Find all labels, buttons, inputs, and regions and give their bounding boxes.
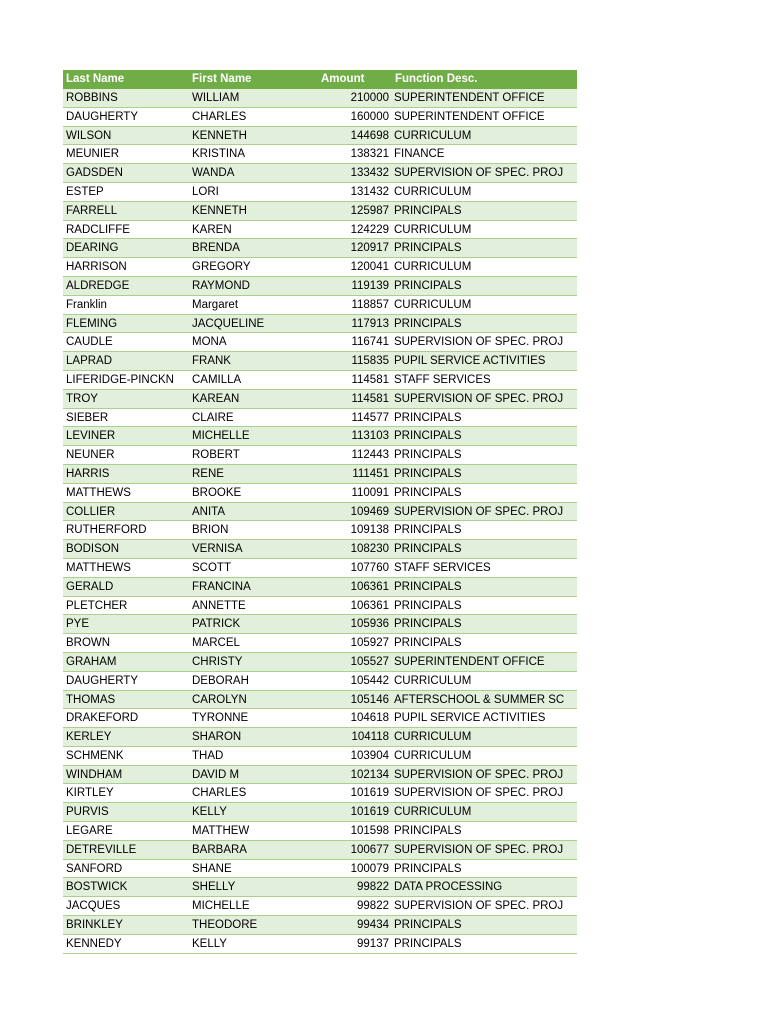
cell-amount: 99137 — [357, 937, 389, 950]
cell-last-name: TROY — [66, 392, 98, 405]
cell-amount: 115835 — [351, 355, 389, 368]
cell-function-desc: PRINCIPALS — [394, 543, 462, 556]
cell-amount: 120917 — [350, 242, 389, 255]
table-row — [63, 145, 577, 164]
cell-last-name: HARRISON — [66, 261, 127, 274]
cell-amount: 131432 — [350, 185, 389, 198]
cell-first-name: CHARLES — [192, 787, 247, 800]
cell-first-name: DAVID M — [192, 768, 240, 781]
cell-first-name: MICHELLE — [192, 900, 250, 913]
cell-first-name: KELLY — [192, 937, 227, 950]
cell-function-desc: PRINCIPALS — [394, 317, 462, 330]
cell-last-name: BRINKLEY — [66, 919, 123, 932]
cell-function-desc: STAFF SERVICES — [394, 561, 491, 574]
cell-last-name: SIEBER — [66, 411, 109, 424]
cell-first-name: GREGORY — [192, 261, 251, 274]
cell-function-desc: SUPERINTENDENT OFFICE — [394, 92, 545, 104]
table-row — [63, 672, 577, 691]
cell-amount: 105936 — [350, 618, 389, 631]
cell-amount: 160000 — [350, 110, 389, 123]
table-row — [63, 202, 577, 221]
cell-function-desc: PUPIL SERVICE ACTIVITIES — [394, 355, 546, 368]
cell-function-desc: PRINCIPALS — [394, 486, 462, 499]
cell-first-name: ANITA — [192, 505, 226, 518]
table-row — [63, 521, 577, 540]
cell-function-desc: PRINCIPALS — [394, 449, 462, 462]
cell-first-name: CHARLES — [192, 110, 247, 123]
cell-first-name: KENNETH — [192, 129, 247, 142]
table-row — [63, 803, 577, 822]
cell-function-desc: SUPERVISION OF SPEC. PROJ — [394, 768, 564, 781]
cell-last-name: GADSDEN — [66, 167, 123, 180]
table-row — [63, 897, 577, 916]
table-row — [63, 766, 577, 785]
cell-first-name: LORI — [192, 185, 219, 198]
cell-amount: 120041 — [350, 261, 389, 274]
cell-first-name: RAYMOND — [192, 279, 250, 292]
cell-function-desc: CURRICULUM — [394, 223, 472, 236]
cell-function-desc: SUPERVISION OF SPEC. PROJ — [394, 167, 564, 180]
cell-last-name: THOMAS — [66, 693, 116, 706]
cell-last-name: LEGARE — [66, 825, 113, 838]
cell-first-name: CAMILLA — [192, 373, 242, 386]
cell-first-name: SHARON — [192, 731, 242, 744]
cell-amount: 104118 — [351, 731, 389, 744]
table-row — [63, 878, 577, 897]
table-row — [63, 784, 577, 803]
cell-first-name: MONA — [192, 336, 227, 349]
cell-amount: 138321 — [350, 148, 389, 161]
table-row — [63, 108, 577, 127]
cell-last-name: GRAHAM — [66, 655, 117, 668]
table-row — [63, 296, 577, 315]
cell-amount: 117913 — [351, 317, 389, 330]
cell-function-desc: PRINCIPALS — [394, 862, 462, 875]
cell-first-name: KENNETH — [192, 204, 247, 217]
header-last-name: Last Name — [66, 73, 125, 85]
table-header-row — [63, 70, 577, 89]
cell-last-name: FLEMING — [66, 317, 118, 330]
table-row — [63, 446, 577, 465]
cell-first-name: THAD — [192, 749, 224, 762]
cell-last-name: DAUGHERTY — [66, 110, 138, 123]
cell-amount: 105442 — [350, 674, 389, 687]
cell-last-name: FARRELL — [66, 204, 118, 217]
cell-first-name: MARCEL — [192, 637, 240, 650]
cell-first-name: KELLY — [192, 806, 227, 819]
cell-function-desc: PRINCIPALS — [394, 430, 462, 443]
cell-last-name: BODISON — [66, 543, 120, 556]
cell-last-name: HARRIS — [66, 467, 110, 480]
cell-amount: 100079 — [350, 862, 389, 875]
cell-last-name: COLLIER — [66, 505, 116, 518]
cell-function-desc: DATA PROCESSING — [394, 881, 503, 894]
cell-last-name: ALDREDGE — [66, 279, 130, 292]
cell-function-desc: SUPERINTENDENT OFFICE — [394, 655, 545, 668]
cell-amount: 101619 — [350, 787, 389, 800]
cell-first-name: TYRONNE — [192, 712, 249, 725]
cell-first-name: VERNISA — [192, 543, 243, 556]
cell-function-desc: SUPERINTENDENT OFFICE — [394, 110, 545, 123]
cell-first-name: JACQUELINE — [192, 317, 265, 330]
cell-last-name: CAUDLE — [66, 336, 113, 349]
salary-table — [63, 70, 577, 954]
cell-amount: 111451 — [352, 467, 389, 480]
table-row — [63, 127, 577, 146]
cell-first-name: ANNETTE — [192, 599, 246, 612]
cell-first-name: SHELLY — [192, 881, 236, 894]
table-row — [63, 841, 577, 860]
cell-last-name: SANFORD — [66, 862, 123, 875]
cell-last-name: DETREVILLE — [66, 843, 137, 856]
cell-amount: 109138 — [350, 524, 389, 537]
table-row — [63, 822, 577, 841]
cell-function-desc: SUPERVISION OF SPEC. PROJ — [394, 505, 564, 518]
cell-function-desc: PRINCIPALS — [394, 204, 462, 217]
table-row — [63, 634, 577, 653]
cell-amount: 109469 — [350, 505, 389, 518]
cell-last-name: RADCLIFFE — [66, 223, 130, 236]
cell-function-desc: CURRICULUM — [394, 674, 472, 687]
table-row — [63, 484, 577, 503]
cell-amount: 106361 — [350, 599, 389, 612]
cell-first-name: SCOTT — [192, 561, 231, 574]
cell-last-name: WINDHAM — [66, 768, 123, 781]
cell-function-desc: PRINCIPALS — [394, 242, 462, 255]
cell-amount: 210000 — [350, 92, 389, 104]
table-row — [63, 221, 577, 240]
cell-amount: 103904 — [350, 749, 389, 762]
cell-last-name: LEVINER — [66, 430, 116, 443]
table-row — [63, 691, 577, 710]
cell-last-name: PURVIS — [66, 806, 109, 819]
cell-last-name: MEUNIER — [66, 148, 120, 161]
table-row — [63, 653, 577, 672]
cell-first-name: BROOKE — [192, 486, 242, 499]
cell-function-desc: SUPERVISION OF SPEC. PROJ — [394, 900, 564, 913]
cell-function-desc: PRINCIPALS — [394, 580, 462, 593]
cell-function-desc: PUPIL SERVICE ACTIVITIES — [394, 712, 546, 725]
cell-function-desc: SUPERVISION OF SPEC. PROJ — [394, 843, 564, 856]
cell-last-name: PYE — [66, 618, 90, 631]
cell-amount: 107760 — [350, 561, 389, 574]
cell-function-desc: PRINCIPALS — [394, 919, 462, 932]
cell-function-desc: SUPERVISION OF SPEC. PROJ — [394, 336, 564, 349]
cell-last-name: RUTHERFORD — [66, 524, 147, 537]
cell-first-name: RENE — [192, 467, 224, 480]
cell-last-name: DAUGHERTY — [66, 674, 138, 687]
cell-function-desc: PRINCIPALS — [394, 937, 462, 950]
cell-function-desc: PRINCIPALS — [394, 467, 462, 480]
cell-first-name: MICHELLE — [192, 430, 250, 443]
cell-function-desc: FINANCE — [394, 148, 445, 161]
table-row — [63, 89, 577, 108]
table-row — [63, 597, 577, 616]
cell-amount: 114581 — [351, 373, 389, 386]
cell-amount: 110091 — [351, 486, 389, 499]
table-row — [63, 333, 577, 352]
table-row — [63, 709, 577, 728]
cell-last-name: KENNEDY — [66, 937, 122, 950]
cell-function-desc: CURRICULUM — [394, 261, 472, 274]
cell-last-name: ESTEP — [66, 185, 104, 198]
cell-function-desc: SUPERVISION OF SPEC. PROJ — [394, 787, 564, 800]
cell-amount: 116741 — [351, 336, 389, 349]
table-row — [63, 258, 577, 277]
cell-last-name: SCHMENK — [66, 749, 124, 762]
cell-last-name: GERALD — [66, 580, 114, 593]
cell-last-name: WILSON — [66, 129, 112, 142]
table-row — [63, 315, 577, 334]
cell-function-desc: PRINCIPALS — [394, 599, 462, 612]
table-row — [63, 239, 577, 258]
cell-first-name: ROBERT — [192, 449, 240, 462]
cell-function-desc: CURRICULUM — [394, 806, 472, 819]
cell-first-name: FRANCINA — [192, 580, 251, 593]
table-row — [63, 728, 577, 747]
cell-function-desc: CURRICULUM — [394, 129, 472, 142]
cell-function-desc: CURRICULUM — [394, 749, 472, 762]
cell-last-name: NEUNER — [66, 449, 115, 462]
header-amount: Amount — [321, 73, 365, 85]
cell-amount: 112443 — [351, 449, 389, 462]
cell-first-name: THEODORE — [192, 919, 258, 932]
table-row — [63, 578, 577, 597]
cell-amount: 133432 — [350, 167, 389, 180]
cell-amount: 106361 — [350, 580, 389, 593]
cell-amount: 119139 — [351, 279, 389, 292]
cell-function-desc: CURRICULUM — [394, 731, 472, 744]
cell-last-name: DRAKEFORD — [66, 712, 139, 725]
cell-amount: 104618 — [350, 712, 389, 725]
cell-first-name: CHRISTY — [192, 655, 243, 668]
table-row — [63, 860, 577, 879]
cell-first-name: WANDA — [192, 167, 235, 180]
table-row — [63, 559, 577, 578]
table-row — [63, 747, 577, 766]
cell-last-name: KIRTLEY — [66, 787, 114, 800]
cell-first-name: BRION — [192, 524, 229, 537]
cell-amount: 108230 — [350, 543, 389, 556]
cell-first-name: CLAIRE — [192, 411, 234, 424]
cell-first-name: FRANK — [192, 355, 231, 368]
cell-last-name: JACQUES — [66, 900, 121, 913]
cell-amount: 105527 — [350, 655, 389, 668]
cell-amount: 101619 — [350, 806, 389, 819]
table-row — [63, 615, 577, 634]
header-first-name: First Name — [192, 73, 252, 85]
cell-last-name: ROBBINS — [66, 92, 118, 104]
table-row — [63, 465, 577, 484]
cell-amount: 105146 — [350, 693, 389, 706]
cell-amount: 99822 — [357, 881, 389, 894]
cell-last-name: BOSTWICK — [66, 881, 128, 894]
cell-last-name: MATTHEWS — [66, 561, 131, 574]
cell-last-name: LAPRAD — [66, 355, 113, 368]
cell-amount: 118857 — [351, 298, 389, 311]
cell-amount: 125987 — [350, 204, 389, 217]
cell-first-name: KAREN — [192, 223, 232, 236]
table-row — [63, 503, 577, 522]
cell-amount: 102134 — [350, 768, 389, 781]
table-row — [63, 540, 577, 559]
table-row — [63, 427, 577, 446]
cell-function-desc: PRINCIPALS — [394, 618, 462, 631]
cell-first-name: KRISTINA — [192, 148, 246, 161]
cell-first-name: KAREAN — [192, 392, 240, 405]
cell-function-desc: PRINCIPALS — [394, 637, 462, 650]
cell-amount: 100677 — [350, 843, 389, 856]
cell-first-name: CAROLYN — [192, 693, 247, 706]
table-row — [63, 390, 577, 409]
cell-function-desc: SUPERVISION OF SPEC. PROJ — [394, 392, 564, 405]
cell-last-name: BROWN — [66, 637, 111, 650]
table-row — [63, 409, 577, 428]
cell-function-desc: PRINCIPALS — [394, 524, 462, 537]
cell-function-desc: CURRICULUM — [394, 185, 472, 198]
cell-last-name: LIFERIDGE-PINCKN — [66, 373, 174, 386]
cell-first-name: SHANE — [192, 862, 232, 875]
table-row — [63, 352, 577, 371]
table-row — [63, 371, 577, 390]
table-body — [63, 89, 577, 954]
cell-amount: 99822 — [357, 900, 389, 913]
cell-amount: 124229 — [350, 223, 389, 236]
cell-last-name: KERLEY — [66, 731, 112, 744]
cell-function-desc: PRINCIPALS — [394, 825, 462, 838]
table-row — [63, 183, 577, 202]
cell-amount: 105927 — [350, 637, 389, 650]
cell-last-name: PLETCHER — [66, 599, 128, 612]
cell-first-name: MATTHEW — [192, 825, 250, 838]
cell-last-name: Franklin — [66, 298, 107, 311]
cell-function-desc: PRINCIPALS — [394, 411, 462, 424]
cell-first-name: Margaret — [192, 298, 239, 311]
cell-amount: 144698 — [350, 129, 389, 142]
cell-first-name: BRENDA — [192, 242, 240, 255]
cell-function-desc: AFTERSCHOOL & SUMMER SC — [394, 693, 565, 706]
cell-function-desc: STAFF SERVICES — [394, 373, 491, 386]
cell-last-name: MATTHEWS — [66, 486, 131, 499]
cell-first-name: BARBARA — [192, 843, 247, 856]
cell-amount: 99434 — [357, 919, 389, 932]
cell-amount: 114581 — [351, 392, 389, 405]
cell-first-name: PATRICK — [192, 618, 241, 631]
cell-first-name: DEBORAH — [192, 674, 249, 687]
header-function-desc: Function Desc. — [395, 73, 478, 85]
table-row — [63, 277, 577, 296]
table-row — [63, 916, 577, 935]
cell-function-desc: PRINCIPALS — [394, 279, 462, 292]
cell-amount: 113103 — [351, 430, 389, 443]
cell-amount: 101598 — [350, 825, 389, 838]
cell-amount: 114577 — [351, 411, 389, 424]
table-row — [63, 164, 577, 183]
cell-function-desc: CURRICULUM — [394, 298, 472, 311]
table-row — [63, 935, 577, 954]
cell-first-name: WILLIAM — [192, 92, 240, 104]
cell-last-name: DEARING — [66, 242, 119, 255]
